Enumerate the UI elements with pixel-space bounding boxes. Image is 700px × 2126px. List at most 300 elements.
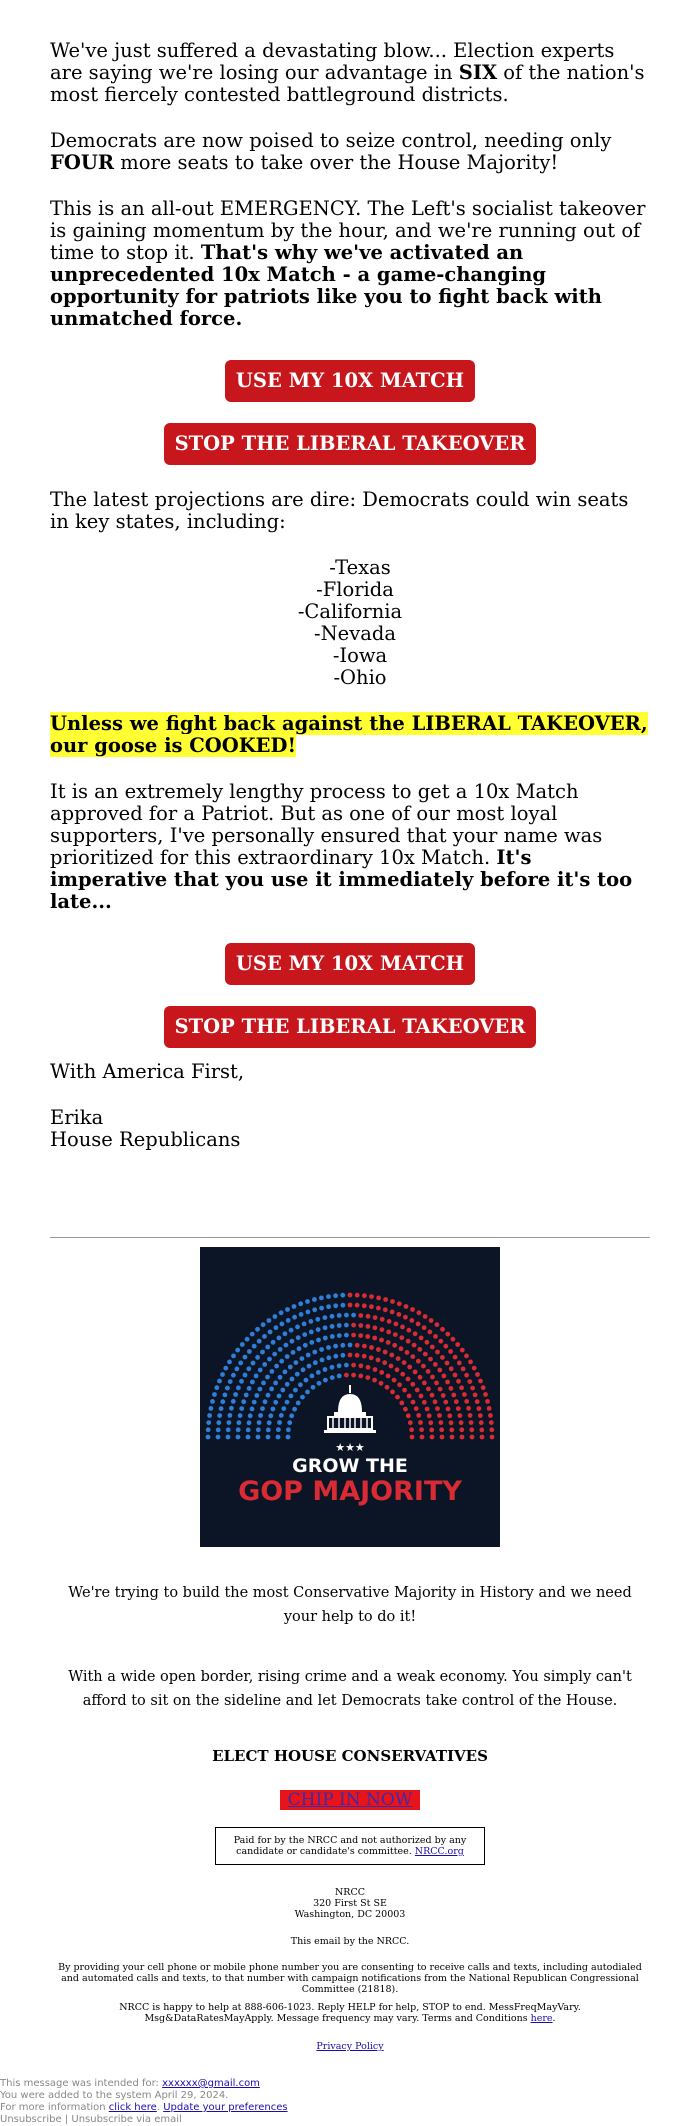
logo-line1: GROW THE (292, 1455, 408, 1477)
seat-dot (456, 1379, 461, 1384)
unsubscribe-line[interactable]: Unsubscribe | Unsubscribe via email (0, 2114, 182, 2125)
seat-dot (243, 1355, 248, 1360)
seat-dot (299, 1312, 304, 1317)
seat-dot (344, 1323, 349, 1328)
seat-dot (295, 1325, 300, 1330)
seat-dot (419, 1394, 424, 1399)
seat-dot (439, 1427, 444, 1432)
seat-dot (358, 1323, 363, 1328)
seat-dot (217, 1413, 222, 1418)
update-preferences-link[interactable]: Update your preferences (163, 2102, 288, 2113)
privacy-policy-link[interactable]: Privacy Policy (316, 2041, 384, 2052)
seat-dot (422, 1400, 427, 1405)
seat-dot (256, 1435, 261, 1440)
seat-dot (228, 1413, 233, 1418)
seat-dot (355, 1303, 360, 1308)
seat-dot (440, 1435, 445, 1440)
seat-dot (455, 1342, 460, 1347)
seat-dot (326, 1304, 331, 1309)
seat-dot (273, 1400, 278, 1405)
seat-dot (358, 1313, 363, 1318)
seat-dot (285, 1307, 290, 1312)
seat-dot (244, 1393, 249, 1398)
seat-dot (393, 1332, 398, 1337)
seat-dot (233, 1392, 238, 1397)
nrcc-link[interactable]: NRCC.org (414, 1846, 464, 1857)
seat-dot (235, 1348, 240, 1353)
seat-dot (470, 1435, 475, 1440)
seat-dot (397, 1301, 402, 1306)
elect-heading: ELECT HOUSE CONSERVATIVES (212, 1747, 488, 1765)
seat-dot (277, 1420, 282, 1425)
seat-dot (459, 1427, 464, 1432)
seat-dot (274, 1325, 279, 1330)
seat-dot (285, 1354, 290, 1359)
seat-dot (410, 1354, 415, 1359)
seat-dot (223, 1393, 228, 1398)
seat-dot (365, 1334, 370, 1339)
emphasis-imperative: It's imperative that you use it immediately before it's too late... (50, 846, 633, 913)
mailing-address (0, 1887, 700, 1920)
seat-dot (469, 1420, 474, 1425)
seat-dot (333, 1344, 338, 1349)
seat-dot (344, 1333, 349, 1338)
click-here-link[interactable]: click here (108, 2102, 157, 2113)
seat-dot (268, 1413, 273, 1418)
seat-dot (461, 1367, 466, 1372)
seat-dot (279, 1359, 284, 1364)
signer-name: Erika (50, 1106, 104, 1129)
seat-dot (236, 1427, 241, 1432)
seat-dot (480, 1435, 485, 1440)
seat-dot (449, 1420, 454, 1425)
seat-dot (422, 1381, 427, 1386)
seat-dot (348, 1303, 353, 1308)
seat-dot (379, 1338, 384, 1343)
emphasis-10x-match: That's why we've activated an unprecedented 10x Match - a game-changing opportunity for patriots like you to fight back with unmatched force. (50, 241, 602, 330)
seat-dot (247, 1349, 252, 1354)
seat-dot (227, 1420, 232, 1425)
seat-dot (280, 1388, 285, 1393)
seat-dot (485, 1399, 490, 1404)
seat-dot (437, 1368, 442, 1373)
seat-dot (467, 1379, 472, 1384)
text: For more information (0, 2102, 109, 2113)
seat-dot (217, 1379, 222, 1384)
use-10x-match-button-2[interactable]: USE MY 10X MATCH (225, 943, 475, 985)
seat-dot (267, 1318, 272, 1323)
seat-dot (280, 1322, 285, 1327)
address-line: Washington, DC 20003 (294, 1909, 406, 1920)
seat-dot (430, 1393, 435, 1398)
seat-dot (301, 1367, 306, 1372)
seat-dot (470, 1386, 475, 1391)
seat-dot (373, 1367, 378, 1372)
seat-dot (252, 1344, 257, 1349)
seat-dot (247, 1420, 252, 1425)
seat-dot (292, 1304, 297, 1309)
footer-message-2: With a wide open border, rising crime and a weak economy. You simply can't afford to sit on the sideline and let Democrats take control of the House. (68, 1669, 632, 1709)
seat-dot (265, 1375, 270, 1380)
seat-dot (351, 1323, 356, 1328)
seat-dot (351, 1363, 356, 1368)
seat-dot (385, 1385, 390, 1390)
seat-dot (337, 1333, 342, 1338)
text: It is an extremely lengthy process to get a 10x Match approved for a Patriot. But as one of our most loyal supporters, I've personally ensured that your name was prioritized for this extraordinary 10x Match. (50, 780, 603, 869)
seat-dot (348, 1353, 353, 1358)
seat-dot (376, 1358, 381, 1363)
seat-dot (319, 1296, 324, 1301)
seat-dot (419, 1427, 424, 1432)
seat-dot (257, 1339, 262, 1344)
text: We've just suffered a devastating blow... Election experts are saying we're losing our advantage in (50, 39, 615, 84)
seat-dot (459, 1420, 464, 1425)
seat-dot (281, 1406, 286, 1411)
seat-dot (458, 1413, 463, 1418)
seat-dot (252, 1400, 257, 1405)
highlight-paragraph (50, 713, 650, 757)
seat-dot (438, 1387, 443, 1392)
seat-dot (279, 1310, 284, 1315)
seat-dot (298, 1382, 303, 1387)
seat-dot (435, 1350, 440, 1355)
seat-dot (454, 1399, 459, 1404)
seat-dot (246, 1366, 251, 1371)
seat-dot (326, 1345, 331, 1350)
seat-dot (418, 1375, 423, 1380)
seat-dot (414, 1406, 419, 1411)
seat-dot (425, 1340, 430, 1345)
seat-dot (395, 1367, 400, 1372)
seat-dot (330, 1324, 335, 1329)
seat-dot (258, 1368, 263, 1373)
seat-dot (229, 1406, 234, 1411)
stop-liberal-takeover-button-2[interactable]: STOP THE LIBERAL TAKEOVER (164, 1006, 537, 1048)
seat-dot (468, 1413, 473, 1418)
seat-dot (256, 1427, 261, 1432)
seat-dot (413, 1370, 418, 1375)
seat-dot (270, 1369, 275, 1374)
seat-dot (389, 1353, 394, 1358)
state-item: -Iowa (332, 644, 388, 667)
paragraph-losing-advantage (50, 40, 650, 106)
seat-dot (228, 1379, 233, 1384)
added-line: You were added to the system April 29, 2024. (0, 2090, 229, 2101)
seat-dot (309, 1319, 314, 1324)
seat-dot (422, 1325, 427, 1330)
seat-dot (426, 1387, 431, 1392)
seat-dot (489, 1427, 494, 1432)
text: . (156, 2102, 164, 2113)
seat-dot (262, 1362, 267, 1367)
seat-dot (402, 1388, 407, 1393)
seat-dot (310, 1374, 315, 1379)
seat-dot (400, 1372, 405, 1377)
seat-dot (285, 1382, 290, 1387)
seat-dot (223, 1366, 228, 1371)
seat-dot (286, 1318, 291, 1323)
seat-dot (400, 1325, 405, 1330)
seat-dot (451, 1337, 456, 1342)
seat-dot (362, 1354, 367, 1359)
seat-dot (216, 1428, 221, 1433)
seat-dot (490, 1435, 495, 1440)
seat-dot (411, 1400, 416, 1405)
seat-dot (294, 1360, 299, 1365)
seat-dot (369, 1304, 374, 1309)
emphasis-six: SIX (458, 61, 498, 84)
seat-dot (406, 1377, 411, 1382)
seat-dot (413, 1331, 418, 1336)
seat-dot (429, 1428, 434, 1433)
seat-dot (472, 1366, 477, 1371)
chip-in-now-button[interactable] (280, 1790, 421, 1810)
seat-dot (399, 1346, 404, 1351)
seat-dot (489, 1420, 494, 1425)
seat-dot (355, 1343, 360, 1348)
seat-dot (302, 1322, 307, 1327)
seat-dot (210, 1399, 215, 1404)
text: Democrats are now poised to seize control, needing only (50, 129, 612, 152)
seat-dot (396, 1356, 401, 1361)
seat-dot (290, 1377, 295, 1382)
seat-dot (344, 1363, 349, 1368)
grow-gop-majority-logo (200, 1247, 500, 1547)
seat-dot (298, 1301, 303, 1306)
seat-dot (289, 1328, 294, 1333)
seat-dot (427, 1413, 432, 1418)
seat-dot (416, 1359, 421, 1364)
seat-dot (376, 1296, 381, 1301)
seat-dot (383, 1297, 388, 1302)
seat-dot (341, 1303, 346, 1308)
seat-dot (271, 1407, 276, 1412)
seat-dot (397, 1382, 402, 1387)
seat-dot (311, 1385, 316, 1390)
seat-dot (323, 1336, 328, 1341)
seat-dot (246, 1428, 251, 1433)
seat-dot (250, 1332, 255, 1337)
seat-dot (488, 1413, 493, 1418)
seat-dot (464, 1354, 469, 1359)
seat-dot (456, 1406, 461, 1411)
seat-dot (238, 1413, 243, 1418)
seat-dot (296, 1335, 301, 1340)
seat-dot (219, 1406, 224, 1411)
seat-dot (406, 1339, 411, 1344)
seat-dot (284, 1343, 289, 1348)
seat-dot (348, 1343, 353, 1348)
seat-dot (258, 1413, 263, 1418)
seat-dot (423, 1314, 428, 1319)
seat-dot (473, 1393, 478, 1398)
seat-dot (216, 1435, 221, 1440)
seat-dot (276, 1427, 281, 1432)
seat-dot (250, 1407, 255, 1412)
seat-dot (434, 1381, 439, 1386)
seat-dot (426, 1369, 431, 1374)
seat-dot (358, 1333, 363, 1338)
seat-dot (274, 1364, 279, 1369)
seat-dot (409, 1427, 414, 1432)
seat-dot (406, 1413, 411, 1418)
seat-dot (330, 1365, 335, 1370)
seat-dot (245, 1337, 250, 1342)
seat-dot (383, 1307, 388, 1312)
seat-dot (369, 1294, 374, 1299)
seat-dot (319, 1347, 324, 1352)
seat-dot (460, 1435, 465, 1440)
seat-dot (407, 1328, 412, 1333)
seat-dot (290, 1339, 295, 1344)
seat-dot (333, 1293, 338, 1298)
seat-dot (441, 1393, 446, 1398)
chip-in-now-link[interactable]: CHIP IN NOW (287, 1790, 413, 1810)
divider (50, 1237, 650, 1238)
state-item: -Florida (316, 578, 394, 601)
seat-dot (351, 1333, 356, 1338)
seat-dot (316, 1338, 321, 1343)
seat-dot (478, 1379, 483, 1384)
seat-dot (433, 1399, 438, 1404)
seat-dot (225, 1386, 230, 1391)
seat-dot (340, 1293, 345, 1298)
seat-dot (265, 1345, 270, 1350)
seat-dot (250, 1380, 255, 1385)
seat-dot (445, 1332, 450, 1337)
seat-dot (448, 1349, 453, 1354)
intended-line (0, 2078, 700, 2090)
seat-dot (362, 1344, 367, 1349)
seat-dot (302, 1332, 307, 1337)
seat-dot (412, 1343, 417, 1348)
seat-dot (207, 1413, 212, 1418)
seat-dot (449, 1386, 454, 1391)
terms-here-link[interactable]: here (530, 2013, 553, 2024)
paragraph-approved (50, 781, 650, 913)
seat-dot (386, 1340, 391, 1345)
seat-dot (307, 1364, 312, 1369)
seat-dot (305, 1390, 310, 1395)
recipient-email-link[interactable]: xxxxxx@gmail.com (162, 2078, 260, 2089)
state-item: -Texas (329, 556, 391, 579)
seat-dot (445, 1361, 450, 1366)
seat-dot (206, 1420, 211, 1425)
seat-dot (266, 1428, 271, 1433)
seat-dot (315, 1317, 320, 1322)
seat-dot (416, 1322, 421, 1327)
seat-dot (340, 1343, 345, 1348)
seat-dot (216, 1420, 221, 1425)
seat-dot (300, 1356, 305, 1361)
seat-dot (479, 1428, 484, 1433)
seat-dot (304, 1378, 309, 1383)
seat-dot (477, 1406, 482, 1411)
seat-dot (241, 1399, 246, 1404)
seat-dot (423, 1352, 428, 1357)
seat-dot (243, 1373, 248, 1378)
seat-dot (266, 1393, 271, 1398)
seat-dot (462, 1392, 467, 1397)
seat-dot (235, 1367, 240, 1372)
text: of the nation's most fiercely contested battleground districts. (50, 61, 645, 106)
seat-dot (323, 1315, 328, 1320)
seat-dot (464, 1399, 469, 1404)
seat-dot (443, 1344, 448, 1349)
seat-dot (326, 1355, 331, 1360)
seat-dot (220, 1372, 225, 1377)
seat-dot (351, 1313, 356, 1318)
seat-dot (312, 1350, 317, 1355)
seat-dot (226, 1427, 231, 1432)
seat-dot (386, 1374, 391, 1379)
text: Paid for by the NRCC and not authorized by any candidate or candidate's committee. (233, 1835, 467, 1857)
seat-dot (226, 1435, 231, 1440)
seat-dot (231, 1399, 236, 1404)
seat-dot (386, 1330, 391, 1335)
seat-dot (248, 1413, 253, 1418)
seat-dot (316, 1327, 321, 1332)
seat-dot (390, 1310, 395, 1315)
seat-dot (305, 1299, 310, 1304)
seat-dot (365, 1375, 370, 1380)
seat-dot (309, 1330, 314, 1335)
seat-dot (317, 1381, 322, 1386)
seat-dot (453, 1355, 458, 1360)
seat-dot (276, 1435, 281, 1440)
seat-dot (366, 1365, 371, 1370)
seat-dot (359, 1363, 364, 1368)
seat-dot (418, 1420, 423, 1425)
seat-dot (348, 1293, 353, 1298)
seat-dot (369, 1345, 374, 1350)
use-10x-match-button[interactable]: USE MY 10X MATCH (225, 360, 475, 402)
seat-dot (212, 1392, 217, 1397)
seat-dot (279, 1413, 284, 1418)
seat-dot (417, 1310, 422, 1315)
help-text (0, 2002, 700, 2024)
seat-dot (392, 1343, 397, 1348)
seat-dot (295, 1372, 300, 1377)
seat-dot (457, 1361, 462, 1366)
seat-dot (450, 1435, 455, 1440)
seat-dot (283, 1370, 288, 1375)
seat-dot (380, 1327, 385, 1332)
address-line: 320 First St SE (313, 1898, 387, 1909)
seat-dot (466, 1406, 471, 1411)
seat-dot (373, 1315, 378, 1320)
seat-dot (326, 1294, 331, 1299)
text: This message was intended for: (0, 2078, 163, 2089)
seat-dot (238, 1361, 243, 1366)
text: more seats to take over the House Majority! (114, 151, 559, 174)
seat-dot (286, 1435, 291, 1440)
seat-dot (355, 1293, 360, 1298)
seat-dot (341, 1353, 346, 1358)
seat-dot (272, 1352, 277, 1357)
seat-dot (399, 1401, 404, 1406)
seat-dot (260, 1406, 265, 1411)
text: This is an all-out EMERGENCY. The Left's socialist takeover is gaining momentum by the hour, and we're running out of time to stop it. (50, 197, 646, 264)
seat-dot (261, 1381, 266, 1386)
seat-dot (459, 1385, 464, 1390)
seat-dot (323, 1325, 328, 1330)
seat-dot (428, 1357, 433, 1362)
seat-dot (239, 1406, 244, 1411)
seat-dot (442, 1374, 447, 1379)
seat-dot (285, 1400, 290, 1405)
stop-liberal-takeover-button[interactable]: STOP THE LIBERAL TAKEOVER (164, 423, 537, 465)
